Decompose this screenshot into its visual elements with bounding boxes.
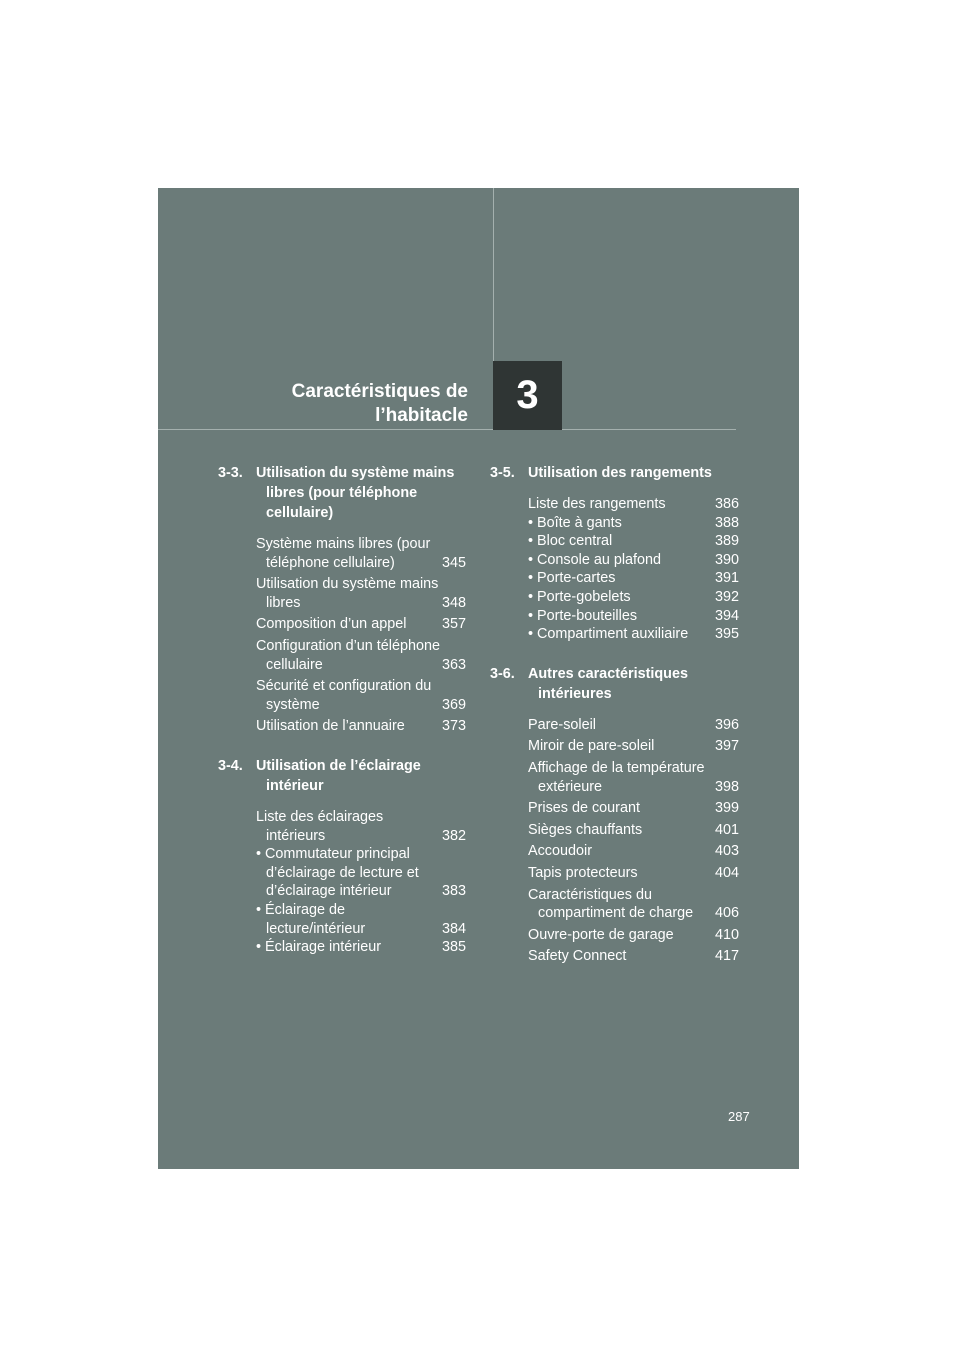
section-heading-3-6[interactable] xyxy=(490,664,739,704)
entry-page: 369 xyxy=(441,696,466,713)
entry-title: • Éclairage intérieur xyxy=(256,939,382,956)
section-title: Autres caractéristiques intérieures xyxy=(528,665,688,702)
entry-page: 417 xyxy=(714,948,739,965)
entry-title: • Porte-gobelets xyxy=(528,588,631,605)
toc-entry[interactable] xyxy=(528,737,739,756)
toc-entry[interactable] xyxy=(528,532,739,551)
entry-page: 357 xyxy=(441,616,466,633)
entry-title: Safety Connect xyxy=(528,948,627,965)
section-title: Utilisation de l’éclairage intérieur xyxy=(256,757,421,794)
toc-entry[interactable] xyxy=(528,625,739,644)
entry-page: 390 xyxy=(714,551,739,568)
entry-page: 394 xyxy=(714,607,739,624)
section-number: 3-5. xyxy=(490,465,515,481)
toc-entry[interactable] xyxy=(256,808,466,845)
entry-page: 383 xyxy=(441,883,466,900)
toc-column-left xyxy=(218,463,466,957)
entry-page: 389 xyxy=(714,533,739,550)
entry-page: 406 xyxy=(714,905,739,922)
entry-page: 404 xyxy=(714,864,739,881)
entry-page: 391 xyxy=(714,570,739,587)
entry-title: Composition d’un appel xyxy=(256,616,407,633)
toc-entry[interactable] xyxy=(528,495,739,514)
entry-page: 401 xyxy=(714,821,739,838)
toc-entry[interactable] xyxy=(528,821,739,840)
toc-entry[interactable] xyxy=(528,947,739,966)
toc-entry[interactable] xyxy=(256,535,466,572)
toc-entry[interactable] xyxy=(256,938,466,957)
toc-entry[interactable] xyxy=(528,569,739,588)
entry-page: 403 xyxy=(714,843,739,860)
entry-page: 348 xyxy=(441,594,466,611)
entry-page: 363 xyxy=(441,656,466,673)
toc-entry[interactable] xyxy=(256,637,466,674)
entry-page: 410 xyxy=(714,926,739,943)
entry-title: Utilisation du système mains libres xyxy=(256,576,439,611)
entry-title: • Éclairage de lecture/intérieur xyxy=(256,901,366,937)
chapter-number: 3 xyxy=(493,361,562,430)
entry-page: 392 xyxy=(714,588,739,605)
entry-title: Miroir de pare-soleil xyxy=(528,738,655,755)
section-number: 3-6. xyxy=(490,665,515,682)
toc-entry[interactable] xyxy=(256,717,466,736)
entry-page: 399 xyxy=(714,800,739,817)
entry-title: • Porte-cartes xyxy=(528,570,616,587)
entry-title: Prises de courant xyxy=(528,800,640,817)
entry-title: • Commutateur principal d’éclairage de lecture et d’éclairage intérieur xyxy=(256,846,419,900)
section-heading-3-5[interactable] xyxy=(490,463,739,483)
toc-entry[interactable] xyxy=(528,926,739,945)
entry-page: 384 xyxy=(441,920,466,937)
section-heading-3-4[interactable] xyxy=(218,756,466,796)
entry-page: 396 xyxy=(714,716,739,733)
entry-title: Sécurité et configuration du système xyxy=(256,678,432,713)
entry-title: • Bloc central xyxy=(528,533,613,550)
entry-title: • Boîte à gants xyxy=(528,514,622,531)
entry-page: 388 xyxy=(714,514,739,531)
entry-title: Ouvre-porte de garage xyxy=(528,926,674,943)
entry-page: 395 xyxy=(714,626,739,643)
toc-entry[interactable] xyxy=(256,615,466,634)
entry-title: • Console au plafond xyxy=(528,551,662,568)
page-number: 287 xyxy=(728,1109,750,1124)
entry-title: Liste des rangements xyxy=(528,496,666,512)
toc-entry[interactable] xyxy=(528,799,739,818)
entry-title: Sièges chauffants xyxy=(528,821,643,838)
entry-page: 398 xyxy=(714,778,739,795)
entry-title: • Porte-bouteilles xyxy=(528,607,638,624)
toc-entry[interactable] xyxy=(528,864,739,883)
chapter-title-line1: Caractéristiques de xyxy=(291,381,468,402)
section-number: 3-3. xyxy=(218,465,243,481)
section-heading-3-3[interactable] xyxy=(218,463,466,523)
toc-entry[interactable] xyxy=(528,607,739,626)
entry-title: Caractéristiques du compartiment de charge xyxy=(528,886,694,922)
section-title: Utilisation du système mains libres (pour téléphone cellulaire) xyxy=(256,465,455,521)
toc-entry[interactable] xyxy=(256,845,466,901)
divider-horizontal xyxy=(158,429,736,430)
entry-title: Configuration d’un téléphone cellulaire xyxy=(256,637,441,673)
entry-title: • Compartiment auxiliaire xyxy=(528,626,689,643)
toc-entry[interactable] xyxy=(256,677,466,714)
toc-entry[interactable] xyxy=(528,759,739,796)
entry-page: 382 xyxy=(441,827,466,844)
toc-entry[interactable] xyxy=(528,886,739,923)
entry-page: 386 xyxy=(714,496,739,512)
toc-entry[interactable] xyxy=(256,575,466,612)
entry-page: 385 xyxy=(441,939,466,956)
section-number: 3-4. xyxy=(218,757,243,774)
toc-entry[interactable] xyxy=(528,716,739,735)
toc-entry[interactable] xyxy=(528,842,739,861)
toc-entry[interactable] xyxy=(528,588,739,607)
chapter-title-line2: l’habitacle xyxy=(375,405,468,426)
toc-entry[interactable] xyxy=(528,514,739,533)
toc-column-right xyxy=(490,463,739,969)
entry-title: Accoudoir xyxy=(528,843,592,860)
entry-title: Liste des éclairages intérieurs xyxy=(256,808,384,844)
entry-page: 373 xyxy=(441,718,466,735)
entry-title: Système mains libres (pour téléphone cellulaire) xyxy=(256,536,431,571)
entry-title: Utilisation de l’annuaire xyxy=(256,718,405,735)
entry-page: 345 xyxy=(441,554,466,571)
section-title: Utilisation des rangements xyxy=(528,465,712,481)
entry-title: Tapis protecteurs xyxy=(528,864,638,881)
entry-title: Affichage de la température extérieure xyxy=(528,759,705,795)
entry-page: 397 xyxy=(714,738,739,755)
toc-entry[interactable] xyxy=(256,901,466,938)
entry-title: Pare-soleil xyxy=(528,716,596,733)
toc-entry[interactable] xyxy=(528,551,739,570)
